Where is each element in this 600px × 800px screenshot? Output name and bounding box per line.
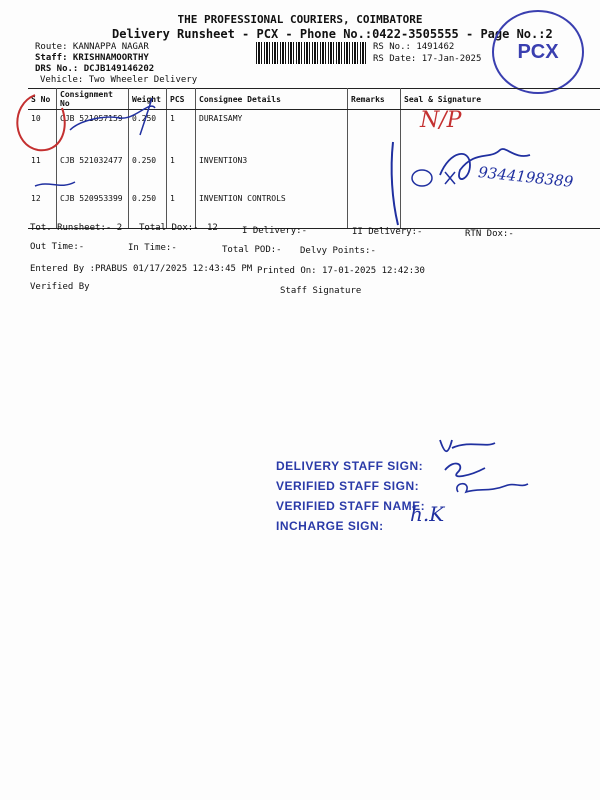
col-seal: Seal & Signature (401, 89, 600, 110)
cell-sno: 10 (28, 110, 57, 153)
cell-consignee: INVENTION CONTROLS (196, 190, 348, 229)
blue-tick-mark (140, 98, 152, 135)
cell-weight: 0.250 (129, 152, 167, 190)
cell-sno: 12 (28, 190, 57, 229)
total-pod: Total POD:- (222, 245, 282, 255)
tot-runsheet: Tot. Runsheet:- 2 (30, 223, 123, 233)
i-delivery: I Delivery:- (242, 226, 308, 236)
delvy-points: Delvy Points:- (300, 246, 376, 256)
verified-staff-name-signature (457, 484, 528, 492)
ii-delivery: II Delivery:- (352, 227, 423, 237)
rtn-dox: RTN Dox:- (465, 229, 514, 239)
out-time: Out Time:- (30, 242, 85, 252)
delivery-staff-signature (440, 440, 495, 451)
in-time: In Time:- (128, 243, 177, 253)
blue-cross-mark (445, 172, 455, 184)
printed-on: Printed On: 17-01-2025 12:42:30 (257, 266, 425, 276)
blue-bracket-mark (392, 142, 398, 225)
handwritten-phone: 9344198389 (477, 163, 575, 191)
drs-label: DRS No.: DCJB149146202 (35, 64, 155, 74)
verified-staff-sign: VERIFIED STAFF SIGN: (276, 479, 420, 493)
cell-consignment: CJB 520953399 (57, 190, 129, 229)
verified-by: Verified By (30, 282, 90, 292)
total-dox-label: Total Dox:- (139, 223, 199, 233)
cell-consignee: DURAISAMY (196, 110, 348, 153)
col-sno: S No (28, 89, 57, 110)
blue-circle-mark (412, 170, 432, 186)
cell-consignment: CJB 521032477 (57, 152, 129, 190)
delivery-staff-sign: DELIVERY STAFF SIGN: (276, 459, 424, 473)
np-handwritten-mark: N/P (420, 108, 462, 133)
cell-consignee: INVENTION3 (196, 152, 348, 190)
cell-pcs: 1 (167, 152, 196, 190)
company-title: THE PROFESSIONAL COURIERS, COIMBATORE (177, 13, 423, 26)
verified-staff-signature (445, 464, 485, 477)
blue-tick-mark (35, 182, 75, 186)
col-remarks: Remarks (348, 89, 401, 110)
entered-by: Entered By :PRABUS 01/17/2025 12:43:45 PM (30, 264, 253, 274)
rs-no: RS No.: 1491462 (373, 42, 455, 52)
staff-signature-label: Staff Signature (280, 286, 362, 296)
col-weight: Weight (129, 89, 167, 110)
cell-weight: 0.250 (129, 190, 167, 229)
rs-date: RS Date: 17-Jan-2025 (373, 54, 482, 64)
cell-weight: 0.250 (129, 110, 167, 153)
col-consignee: Consignee Details (196, 89, 348, 110)
verified-staff-name: VERIFIED STAFF NAME: (276, 499, 426, 513)
vehicle-label: Vehicle: Two Wheeler Delivery (40, 75, 198, 85)
incharge-signature: h.K (410, 502, 445, 526)
runsheet-title: Delivery Runsheet - PCX - Phone No.:0422-3505555 - Page No.:2 (112, 27, 553, 41)
incharge-sign: INCHARGE SIGN: (276, 519, 384, 533)
cell-sno: 11 (28, 152, 57, 190)
col-pcs: PCS (167, 89, 196, 110)
pcx-stamp-text: PCX (517, 40, 559, 63)
route-label: Route: KANNAPPA NAGAR (35, 42, 149, 52)
cell-pcs: 1 (167, 190, 196, 229)
col-consignment: Consignment No (57, 89, 129, 110)
total-dox-value: 12 (207, 223, 218, 233)
red-ink-circle (17, 95, 64, 150)
cell-consignment: CJB 521057159 (57, 110, 129, 153)
cell-pcs: 1 (167, 110, 196, 153)
staff-label: Staff: KRISHNAMOORTHY (35, 53, 149, 63)
